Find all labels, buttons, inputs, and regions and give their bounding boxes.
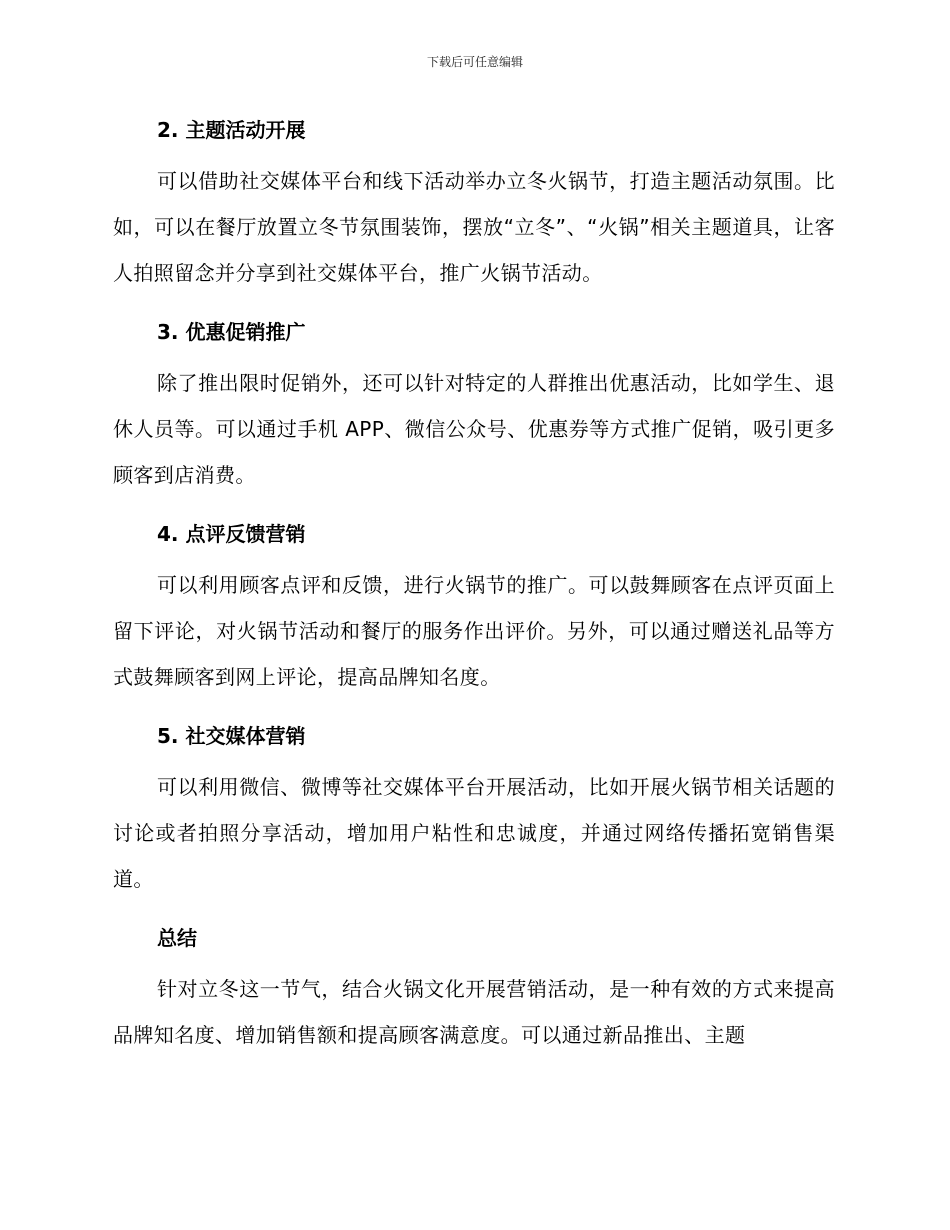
section-paragraph: 可以借助社交媒体平台和线下活动举办立冬火锅节，打造主题活动氛围。比如，可以在餐厅放置立冬节氛围装饰，摆放“立冬”、“火锅”相关主题道具，让客人拍照留念并分享到社交媒体平台，推广火锅节活动。 xyxy=(113,169,835,285)
section-heading: 4. 点评反馈营销 xyxy=(157,522,306,546)
section-paragraph: 可以利用微信、微博等社交媒体平台开展活动，比如开展火锅节相关话题的讨论或者拍照分享活动，增加用户粘性和忠诚度，并通过网络传播拓宽销售渠道。 xyxy=(113,775,835,891)
section-heading: 2. 主题活动开展 xyxy=(157,118,306,142)
section-paragraph: 针对立冬这一节气，结合火锅文化开展营销活动，是一种有效的方式来提高品牌知名度、增加销售额和提高顾客满意度。可以通过新品推出、主题 xyxy=(113,977,835,1047)
section-paragraph: 可以利用顾客点评和反馈，进行火锅节的推广。可以鼓舞顾客在点评页面上留下评论，对火锅节活动和餐厅的服务作出评价。另外，可以通过赠送礼品等方式鼓舞顾客到网上评论，提高品牌知名度。 xyxy=(113,573,835,689)
section-heading: 3. 优惠促销推广 xyxy=(157,320,306,344)
section-summary xyxy=(113,920,835,1058)
section-paragraph: 除了推出限时促销外，还可以针对特定的人群推出优惠活动，比如学生、退休人员等。可以通过手机 APP、微信公众号、优惠券等方式推广促销，吸引更多顾客到店消费。 xyxy=(113,371,835,487)
section-social-media xyxy=(113,718,835,902)
section-heading: 5. 社交媒体营销 xyxy=(157,724,306,748)
section-heading: 总结 xyxy=(157,926,197,950)
document-body xyxy=(113,112,835,1058)
section-promotion xyxy=(113,314,835,498)
page-header-note: 下载后可任意编辑 xyxy=(426,55,523,69)
section-review-marketing xyxy=(113,516,835,700)
section-theme-activity xyxy=(113,112,835,296)
